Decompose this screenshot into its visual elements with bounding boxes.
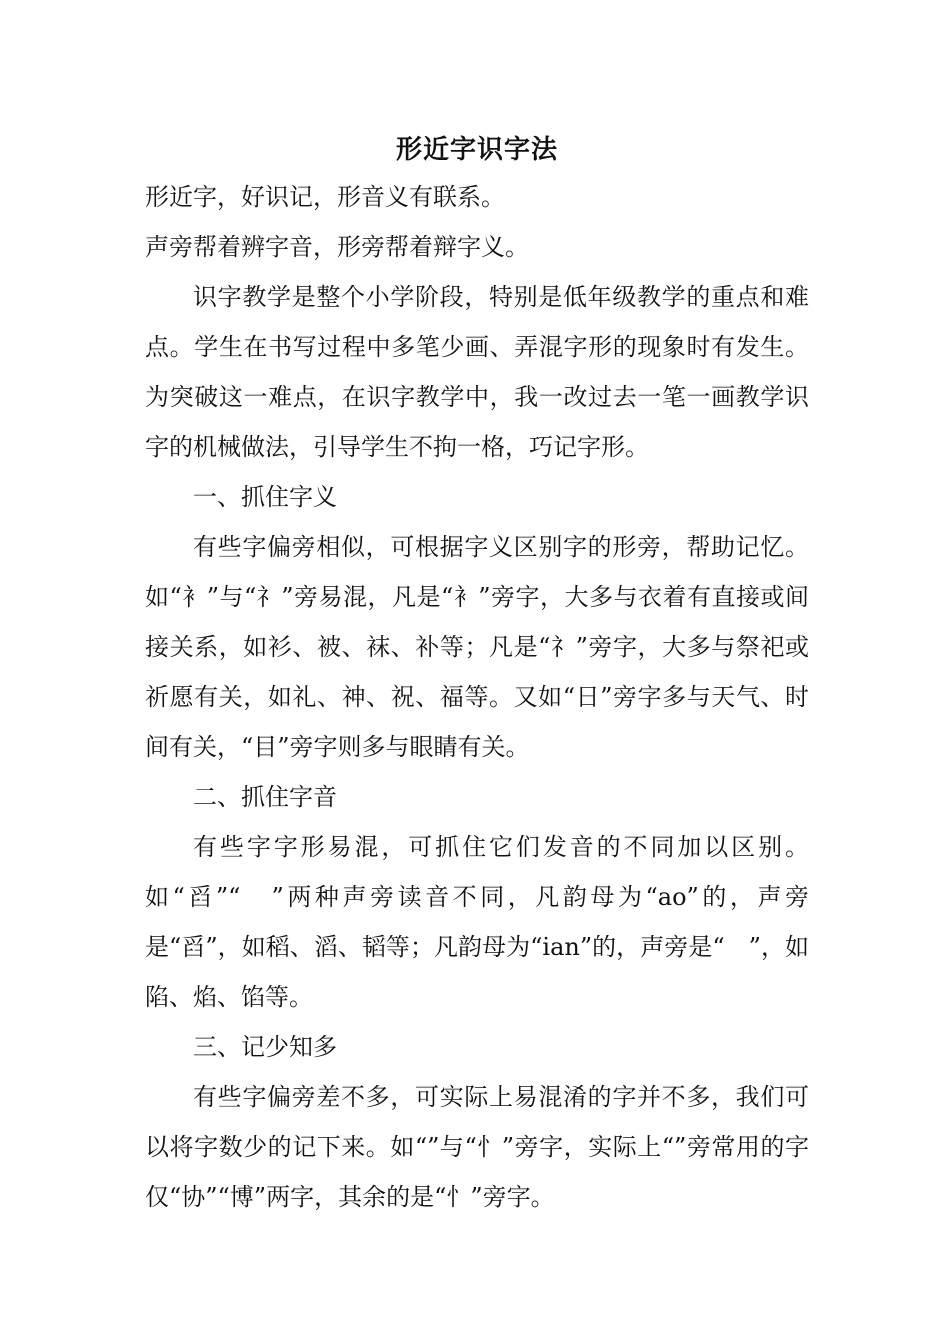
verse-line-2: 声旁帮着辨字音，形旁帮着辩字义。 (145, 233, 529, 261)
verse-line-1: 形近字，好识记，形音义有联系。 (145, 183, 505, 211)
section-heading-sound: 二、抓住字音 (193, 783, 337, 811)
intro-paragraph: 识字教学是整个小学阶段，特别是低年级教学的重点和难点。学生在书写过程中多笔少画、弄混字形的现象时有发生。为突破这一难点，在识字教学中，我一改过去一笔一画教学识字的机械做法，引导学生不拘一格，巧记字形。 (145, 283, 809, 461)
section-body-sound: 有些字字形易混，可抓住它们发音的不同加以区别。如“舀”“ ”两种声旁读音不同，凡韵母为“ao”的，声旁是“舀”，如稻、滔、韬等；凡韵母为“ian”的，声旁是“ ”，如陷、焰、馅等。 (145, 833, 809, 1011)
section-body-meaning: 有些字偏旁相似，可根据字义区别字的形旁，帮助记忆。如“衤”与“礻”旁易混，凡是“衤”旁字，大多与衣着有直接或间接关系，如衫、被、袜、补等；凡是“礻”旁字，大多与祭祀或祈愿有关，如礼、神、祝、福等。又如“日”旁字多与天气、时间有关，“目”旁字则多与眼睛有关。 (145, 533, 809, 761)
section-heading-few: 三、记少知多 (193, 1033, 337, 1061)
document-title: 形近字识字法 (395, 135, 558, 165)
document-page (145, 128, 809, 1222)
section-body-few: 有些字偏旁差不多，可实际上易混淆的字并不多，我们可以将字数少的记下来。如“”与“忄”旁字，实际上“”旁常用的字仅“协”“博”两字，其余的是“忄”旁字。 (145, 1083, 809, 1211)
section-heading-meaning: 一、抓住字义 (193, 483, 337, 511)
